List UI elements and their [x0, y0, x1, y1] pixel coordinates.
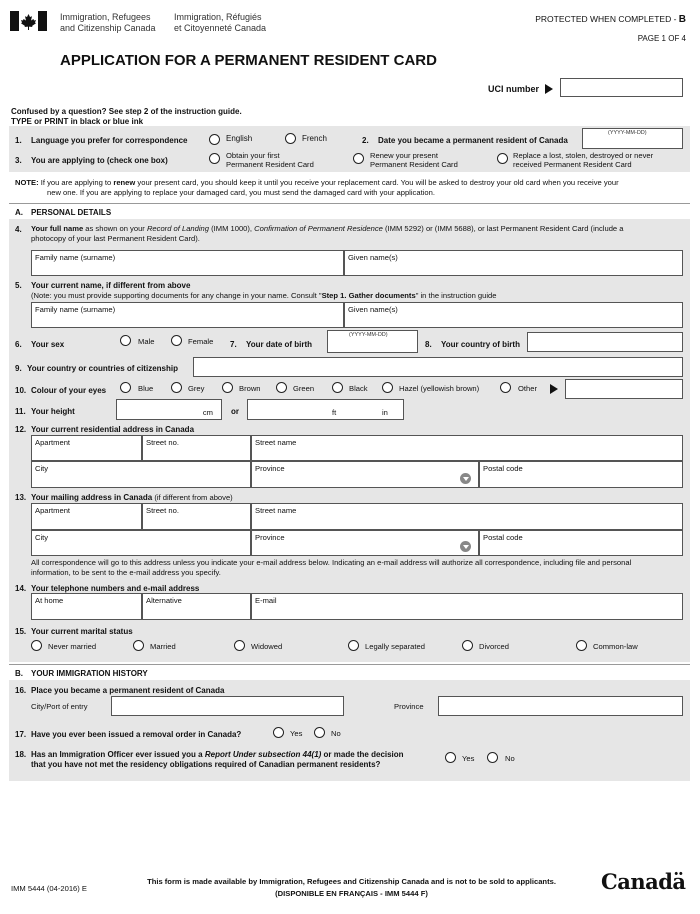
- canada-wordmark: Canadä: [601, 869, 686, 894]
- q11-label: Your height: [31, 407, 75, 416]
- radio-eyes-black[interactable]: [332, 382, 343, 393]
- section-divider: [9, 664, 690, 665]
- q4-number: 4.: [15, 225, 22, 234]
- option-female: Female: [188, 337, 214, 346]
- mail-province-label: Province: [255, 533, 285, 542]
- option-eyes-hazel: Hazel (yellowish brown): [399, 384, 480, 393]
- cm-unit: cm: [202, 408, 213, 417]
- protected-code: B: [678, 14, 686, 25]
- q17-number: 17.: [15, 730, 27, 739]
- q5-label: Your current name, if different from above: [31, 281, 191, 290]
- q4-t1: as shown on your: [83, 224, 147, 233]
- section-b-letter: B.: [15, 669, 23, 678]
- q13-label-bold: Your mailing address in Canada: [31, 493, 153, 502]
- q2-number: 2.: [362, 136, 369, 145]
- option-english: English: [226, 134, 253, 143]
- option-eyes-brown: Brown: [239, 384, 261, 393]
- q5-note-bold: Step 1. Gather documents: [321, 291, 416, 300]
- q10-number: 10.: [15, 386, 27, 395]
- q18-number: 18.: [15, 750, 27, 759]
- option-removal-yes: Yes: [290, 729, 303, 738]
- dept-fr-line1: Immigration, Réfugiés: [174, 12, 262, 22]
- arrow-right-icon: [545, 84, 553, 94]
- department-name-en: [60, 12, 156, 34]
- q8-number: 8.: [425, 340, 432, 349]
- mail-city-field[interactable]: [31, 530, 251, 556]
- option-eyes-grey: Grey: [188, 384, 205, 393]
- option-obtain-first-l1: Obtain your first: [226, 151, 280, 160]
- q6-number: 6.: [15, 340, 22, 349]
- height-or: or: [231, 407, 239, 416]
- q10-label: Colour of your eyes: [31, 386, 107, 395]
- q13-note1: All correspondence will go to this address unless you indicate your e-mail address below. Indicating an e-mail address will authorize all correspondence, including file and personal: [31, 558, 632, 567]
- radio-male[interactable]: [120, 335, 131, 346]
- q13-note: [31, 558, 686, 577]
- section-b-title: YOUR IMMIGRATION HISTORY: [31, 669, 148, 678]
- q5-number: 5.: [15, 281, 22, 290]
- radio-eyes-other[interactable]: [500, 382, 511, 393]
- date-of-birth-input[interactable]: [327, 330, 418, 353]
- current-given-name-field[interactable]: [344, 302, 683, 328]
- given-name-field[interactable]: [344, 250, 683, 276]
- form-title: APPLICATION FOR A PERMANENT RESIDENT CARD: [60, 52, 437, 69]
- option-removal-no: No: [331, 729, 341, 738]
- q15-number: 15.: [15, 627, 27, 636]
- radio-married[interactable]: [133, 640, 144, 651]
- res-province-select[interactable]: [251, 461, 479, 488]
- radio-english[interactable]: [209, 134, 220, 145]
- chevron-down-icon[interactable]: [460, 473, 471, 484]
- res-province-label: Province: [255, 464, 285, 473]
- current-family-name-label: Family name (surname): [35, 305, 116, 314]
- dept-fr-line2: et Citoyenneté Canada: [174, 23, 267, 33]
- mail-postal-label: Postal code: [483, 533, 523, 542]
- email-label: E-mail: [255, 596, 277, 605]
- res-street-no-label: Street no.: [146, 438, 179, 447]
- q7-number: 7.: [230, 340, 237, 349]
- chevron-down-icon[interactable]: [460, 541, 471, 552]
- option-divorced: Divorced: [479, 642, 509, 651]
- entry-province-label: Province: [394, 702, 424, 711]
- intro-line2: TYPE or PRINT in black or blue ink: [11, 117, 144, 126]
- dob-hint: (YYYY-MM-DD): [349, 332, 388, 338]
- option-obtain-first-l2: Permanent Resident Card: [226, 160, 314, 169]
- note-text2: your present card, you should keep it until you receive your replacement card. You will be asked to destroy your old card when you receive your: [135, 178, 619, 187]
- q13-label-note: (if different from above): [152, 493, 233, 502]
- email-field[interactable]: [251, 593, 683, 620]
- q18-label: [31, 750, 404, 770]
- option-renew-l2: Permanent Resident Card: [370, 160, 458, 169]
- q9-label: Your country or countries of citizenship: [27, 364, 178, 373]
- mail-province-select[interactable]: [251, 530, 479, 556]
- option-eyes-blue: Blue: [138, 384, 154, 393]
- form-id: IMM 5444 (04-2016) E: [11, 884, 87, 893]
- renewal-note: [15, 178, 685, 197]
- q4-bold: Your full name: [31, 224, 84, 233]
- footer-line2: (DISPONIBLE EN FRANÇAIS - IMM 5444 F): [275, 889, 428, 898]
- mail-city-label: City: [35, 533, 49, 542]
- section-a-letter: A.: [15, 208, 23, 217]
- entry-province-input[interactable]: [438, 696, 683, 716]
- q13-number: 13.: [15, 493, 27, 502]
- radio-legally-separated[interactable]: [348, 640, 359, 651]
- q5-note: [31, 291, 496, 300]
- given-name-label: Given name(s): [348, 253, 398, 262]
- option-male: Male: [138, 337, 155, 346]
- note-text1: If you are applying to: [40, 178, 114, 187]
- citizenship-input[interactable]: [193, 357, 683, 377]
- mail-street-name-field[interactable]: [251, 503, 683, 530]
- q4-i1: Record of Landing: [146, 224, 209, 233]
- radio-eyes-blue[interactable]: [120, 382, 131, 393]
- radio-eyes-hazel[interactable]: [382, 382, 393, 393]
- option-replace-l2: received Permanent Resident Card: [513, 160, 632, 169]
- radio-removal-no[interactable]: [314, 727, 325, 738]
- flag-icon: [10, 11, 47, 31]
- q17-label: Have you ever been issued a removal order in Canada?: [31, 730, 242, 739]
- q5-note1: (Note: you must provide supporting documents for any change in your name. Consult ": [31, 291, 322, 300]
- radio-obtain-first[interactable]: [209, 153, 220, 164]
- q8-label: Your country of birth: [441, 340, 520, 349]
- note-bold: renew: [113, 178, 136, 187]
- note-label: NOTE:: [15, 178, 39, 187]
- mail-street-no-label: Street no.: [146, 506, 179, 515]
- q4-label: [31, 224, 686, 244]
- q12-number: 12.: [15, 425, 27, 434]
- option-renew: [370, 151, 458, 169]
- pr-date-input[interactable]: [582, 128, 683, 149]
- radio-eyes-green[interactable]: [276, 382, 287, 393]
- footer-line1: This form is made available by Immigration, Refugees and Citizenship Canada and is not to be sold to applicants.: [147, 877, 556, 886]
- option-common-law: Common-law: [593, 642, 638, 651]
- height-cm-input[interactable]: [116, 399, 222, 420]
- mail-apartment-label: Apartment: [35, 506, 71, 515]
- page-indicator: PAGE 1 OF 4: [637, 34, 686, 43]
- res-postal-code-field[interactable]: [479, 461, 683, 488]
- q3-label: You are applying to (check one box): [31, 156, 168, 165]
- radio-replace[interactable]: [497, 153, 508, 164]
- dept-en-line2: and Citizenship Canada: [60, 23, 156, 33]
- option-eyes-black: Black: [349, 384, 368, 393]
- q18-i1: Report Under subsection 44(1): [204, 750, 322, 759]
- option-eyes-other: Other: [518, 384, 537, 393]
- q11-number: 11.: [15, 407, 26, 416]
- radio-french[interactable]: [285, 133, 296, 144]
- ft-unit: ft: [332, 408, 337, 417]
- option-legally-separated: Legally separated: [365, 642, 425, 651]
- mail-street-name-label: Street name: [255, 506, 297, 515]
- q4-i2: Confirmation of Permanent Residence: [254, 224, 383, 233]
- q14-label: Your telephone numbers and e-mail address: [31, 584, 200, 593]
- q1-label: Language you prefer for correspondence: [31, 136, 188, 145]
- pr-date-hint: (YYYY-MM-DD): [608, 130, 647, 136]
- radio-removal-yes[interactable]: [273, 727, 284, 738]
- q13-note2: information, to be sent to the e-mail address you specify.: [31, 567, 221, 577]
- option-replace: [513, 151, 653, 169]
- option-report-no: No: [505, 754, 515, 763]
- phone-alt-label: Alternative: [146, 596, 182, 605]
- q18-line2: that you have not met the residency obligations required of Canadian permanent residents?: [31, 760, 381, 769]
- arrow-right-icon: [550, 384, 558, 394]
- radio-never-married[interactable]: [31, 640, 42, 651]
- radio-divorced[interactable]: [462, 640, 473, 651]
- current-given-name-label: Given name(s): [348, 305, 398, 314]
- q16-label: Place you became a permanent resident of Canada: [31, 686, 225, 695]
- port-of-entry-input[interactable]: [111, 696, 344, 716]
- department-name-fr: [174, 12, 266, 34]
- q15-label: Your current marital status: [31, 627, 133, 636]
- option-report-yes: Yes: [462, 754, 475, 763]
- port-of-entry-label: City/Port of entry: [31, 702, 88, 711]
- option-widowed: Widowed: [251, 642, 283, 651]
- q3-number: 3.: [15, 156, 22, 165]
- res-street-no-field[interactable]: [142, 435, 251, 461]
- protected-marker: [535, 14, 686, 25]
- q13-label: [31, 493, 233, 502]
- intro-line1: Confused by a question? See step 2 of the instruction guide.: [11, 107, 242, 116]
- phone-home-label: At home: [35, 596, 64, 605]
- radio-widowed[interactable]: [234, 640, 245, 651]
- option-never-married: Never married: [48, 642, 97, 651]
- q18-t1: Has an Immigration Officer ever issued you a: [31, 750, 205, 759]
- q4-t2: (IMM 1000),: [209, 224, 255, 233]
- q18-t2: or made the decision: [321, 750, 404, 759]
- q16-number: 16.: [15, 686, 27, 695]
- phone-home-field[interactable]: [31, 593, 142, 620]
- q9-number: 9.: [15, 364, 22, 373]
- uci-label: [488, 84, 539, 94]
- radio-female[interactable]: [171, 335, 182, 346]
- option-eyes-green: Green: [293, 384, 315, 393]
- in-unit: in: [382, 408, 388, 417]
- res-apartment-field[interactable]: [31, 435, 142, 461]
- mail-postal-code-field[interactable]: [479, 530, 683, 556]
- q6-label: Your sex: [31, 340, 65, 349]
- radio-report-yes[interactable]: [445, 752, 456, 763]
- q7-label: Your date of birth: [246, 340, 313, 349]
- height-ft-in-input[interactable]: [247, 399, 404, 420]
- q2-label: Date you became a permanent resident of Canada: [378, 136, 568, 145]
- phone-alt-field[interactable]: [142, 593, 251, 620]
- footer-notice: [130, 876, 573, 900]
- radio-renew[interactable]: [353, 153, 364, 164]
- uci-label-text: UCI number: [488, 84, 540, 94]
- res-city-label: City: [35, 464, 49, 473]
- option-french: French: [302, 134, 327, 143]
- section-divider: [9, 203, 690, 204]
- q1-number: 1.: [15, 136, 22, 145]
- q4-line2: photocopy of your last Permanent Resident Card).: [31, 234, 200, 243]
- q14-number: 14.: [15, 584, 27, 593]
- option-replace-l1: Replace a lost, stolen, destroyed or never: [513, 151, 654, 160]
- option-obtain-first: [226, 151, 314, 169]
- uci-number-input[interactable]: [560, 78, 683, 97]
- res-city-field[interactable]: [31, 461, 251, 488]
- country-of-birth-input[interactable]: [527, 332, 683, 352]
- option-married: Married: [150, 642, 176, 651]
- q4-t3: (IMM 5292) or (IMM 5688), or last Permanent Resident Card (include a: [382, 224, 624, 233]
- dept-en-line1: Immigration, Refugees: [60, 12, 151, 22]
- res-apartment-label: Apartment: [35, 438, 71, 447]
- mail-street-no-field[interactable]: [142, 503, 251, 530]
- q12-label: Your current residential address in Canada: [31, 425, 195, 434]
- radio-eyes-grey[interactable]: [171, 382, 182, 393]
- eye-colour-other-input[interactable]: [565, 379, 683, 399]
- canada-flag-logo: [10, 11, 47, 31]
- family-name-field[interactable]: [31, 250, 344, 276]
- option-renew-l1: Renew your present: [370, 151, 438, 160]
- section-a-title: PERSONAL DETAILS: [31, 208, 112, 217]
- res-street-name-field[interactable]: [251, 435, 683, 461]
- radio-eyes-brown[interactable]: [222, 382, 233, 393]
- res-street-name-label: Street name: [255, 438, 297, 447]
- radio-report-no[interactable]: [487, 752, 498, 763]
- current-family-name-field[interactable]: [31, 302, 344, 328]
- protected-label: PROTECTED WHEN COMPLETED -: [535, 14, 679, 24]
- intro-text: [11, 107, 242, 127]
- res-postal-label: Postal code: [483, 464, 523, 473]
- note-line2: new one. If you are applying to replace your damaged card, you must send the damaged card with your application.: [47, 187, 435, 197]
- family-name-label: Family name (surname): [35, 253, 116, 262]
- radio-common-law[interactable]: [576, 640, 587, 651]
- q5-note2: " in the instruction guide: [415, 291, 497, 300]
- mail-apartment-field[interactable]: [31, 503, 142, 530]
